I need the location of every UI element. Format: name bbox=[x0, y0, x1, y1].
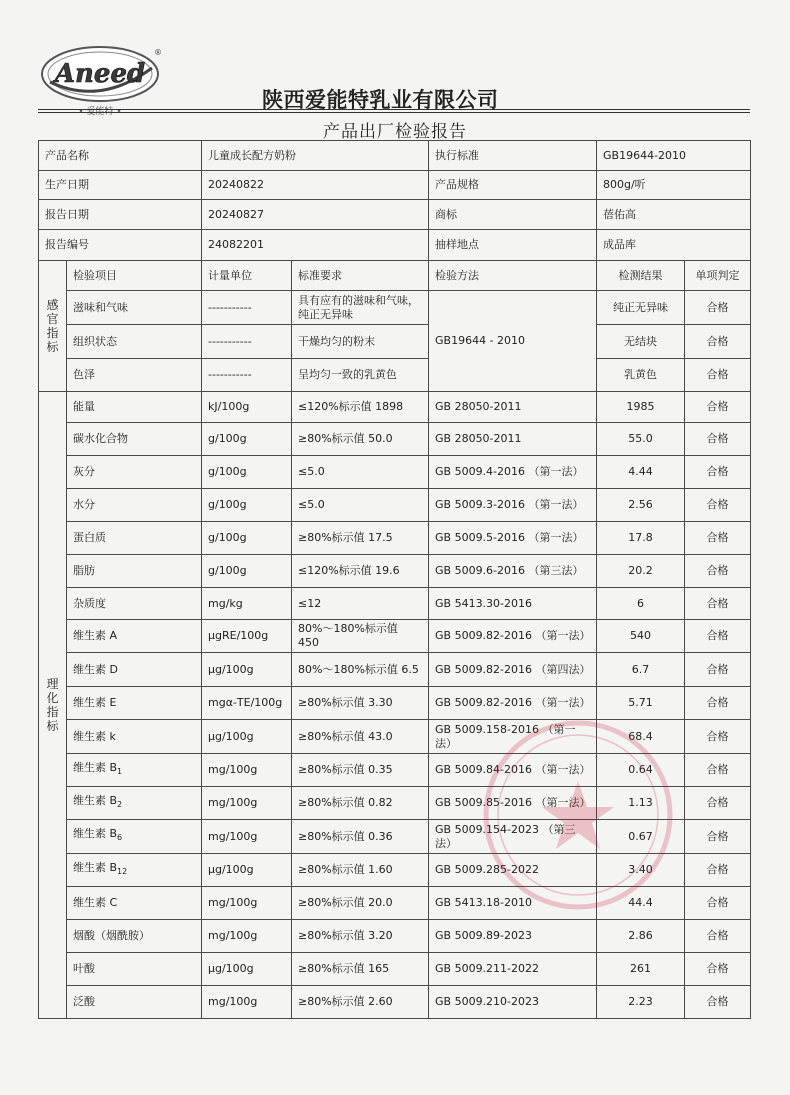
item-standard: ≤120%标示值 1898 bbox=[292, 392, 429, 423]
item-name: 水分 bbox=[67, 489, 202, 522]
item-standard: ≥80%标示值 2.60 bbox=[292, 986, 429, 1019]
info-value: 20240822 bbox=[202, 171, 429, 200]
header-rule-thin bbox=[38, 112, 750, 113]
item-name: 蛋白质 bbox=[67, 522, 202, 555]
item-verdict: 合格 bbox=[685, 953, 751, 986]
item-standard: ≥80%标示值 1.60 bbox=[292, 854, 429, 887]
item-name: 维生素 $B_6$ bbox=[67, 820, 202, 854]
info-value: 800g/听 bbox=[597, 171, 751, 200]
physchem-row bbox=[39, 687, 751, 720]
item-standard: ≤120%标示值 19.6 bbox=[292, 555, 429, 588]
item-unit: ----------- bbox=[202, 291, 292, 325]
item-standard: ≥80%标示值 165 bbox=[292, 953, 429, 986]
item-name: 维生素 k bbox=[67, 720, 202, 754]
item-standard: ≤5.0 bbox=[292, 456, 429, 489]
info-row bbox=[39, 230, 751, 261]
physchem-row bbox=[39, 820, 751, 854]
info-value: 儿童成长配方奶粉 bbox=[202, 141, 429, 171]
info-label: 报告编号 bbox=[39, 230, 202, 261]
info-label: 产品名称 bbox=[39, 141, 202, 171]
col-header-verdict: 单项判定 bbox=[685, 261, 751, 291]
item-verdict: 合格 bbox=[685, 887, 751, 920]
item-method: GB 5413.18-2010 bbox=[429, 887, 597, 920]
item-method: GB 5009.4-2016 （第一法） bbox=[429, 456, 597, 489]
item-result: 乳黄色 bbox=[597, 359, 685, 392]
item-name: 脂肪 bbox=[67, 555, 202, 588]
physchem-row bbox=[39, 588, 751, 620]
item-standard: ≥80%标示值 0.36 bbox=[292, 820, 429, 854]
item-standard: ≥80%标示值 3.30 bbox=[292, 687, 429, 720]
item-name: 色泽 bbox=[67, 359, 202, 392]
physchem-row bbox=[39, 953, 751, 986]
item-name: 烟酸（烟酰胺） bbox=[67, 920, 202, 953]
item-unit: mg/kg bbox=[202, 588, 292, 620]
physchem-row bbox=[39, 887, 751, 920]
info-row bbox=[39, 200, 751, 230]
item-verdict: 合格 bbox=[685, 392, 751, 423]
item-standard: ≤12 bbox=[292, 588, 429, 620]
item-unit: μg/100g bbox=[202, 953, 292, 986]
item-result: 3.40 bbox=[597, 854, 685, 887]
info-label: 报告日期 bbox=[39, 200, 202, 230]
item-unit: kJ/100g bbox=[202, 392, 292, 423]
item-subscript: 2 bbox=[117, 800, 123, 810]
item-unit: mg/100g bbox=[202, 986, 292, 1019]
item-result: 1985 bbox=[597, 392, 685, 423]
item-unit: g/100g bbox=[202, 489, 292, 522]
item-method: GB 5009.84-2016 （第一法） bbox=[429, 754, 597, 787]
item-method: GB 5009.82-2016 （第四法） bbox=[429, 653, 597, 687]
company-logo bbox=[38, 38, 162, 120]
physchem-row bbox=[39, 555, 751, 588]
item-name: 维生素 $B_{12}$ bbox=[67, 854, 202, 887]
item-unit: g/100g bbox=[202, 522, 292, 555]
item-verdict: 合格 bbox=[685, 787, 751, 820]
item-standard: 呈均匀一致的乳黄色 bbox=[292, 359, 429, 392]
item-standard: ≥80%标示值 0.82 bbox=[292, 787, 429, 820]
physchem-row bbox=[39, 920, 751, 953]
physchem-row bbox=[39, 653, 751, 687]
item-unit: mg/100g bbox=[202, 754, 292, 787]
info-row bbox=[39, 141, 751, 171]
physchem-row bbox=[39, 854, 751, 887]
item-standard: ≥80%标示值 3.20 bbox=[292, 920, 429, 953]
item-unit: mg/100g bbox=[202, 820, 292, 854]
item-unit: μgRE/100g bbox=[202, 620, 292, 653]
item-verdict: 合格 bbox=[685, 456, 751, 489]
svg-text:®: ® bbox=[154, 48, 162, 57]
item-result: 2.86 bbox=[597, 920, 685, 953]
item-name: 维生素 A bbox=[67, 620, 202, 653]
item-standard: ≥80%标示值 43.0 bbox=[292, 720, 429, 754]
item-standard: ≥80%标示值 0.35 bbox=[292, 754, 429, 787]
item-result: 5.71 bbox=[597, 687, 685, 720]
item-result: 0.64 bbox=[597, 754, 685, 787]
item-verdict: 合格 bbox=[685, 820, 751, 854]
item-result: 4.44 bbox=[597, 456, 685, 489]
item-verdict: 合格 bbox=[685, 653, 751, 687]
item-verdict: 合格 bbox=[685, 854, 751, 887]
item-unit: mg/100g bbox=[202, 920, 292, 953]
item-unit: g/100g bbox=[202, 555, 292, 588]
sensory-row bbox=[39, 291, 751, 325]
item-standard: ≤5.0 bbox=[292, 489, 429, 522]
physchem-row bbox=[39, 754, 751, 787]
info-value: 蓓佑高 bbox=[597, 200, 751, 230]
item-method: GB 5009.6-2016 （第三法） bbox=[429, 555, 597, 588]
item-name: 碳水化合物 bbox=[67, 423, 202, 456]
item-unit: μg/100g bbox=[202, 720, 292, 754]
physchem-row bbox=[39, 489, 751, 522]
item-result: 6 bbox=[597, 588, 685, 620]
item-unit: ----------- bbox=[202, 325, 292, 359]
col-header-standard: 标准要求 bbox=[292, 261, 429, 291]
info-label: 生产日期 bbox=[39, 171, 202, 200]
item-standard: 具有应有的滋味和气味，纯正无异味 bbox=[292, 291, 429, 325]
item-method: GB 5009.211-2022 bbox=[429, 953, 597, 986]
sensory-group-label: 感 官 指 标 bbox=[39, 261, 67, 392]
item-unit: ----------- bbox=[202, 359, 292, 392]
col-header-unit: 计量单位 bbox=[202, 261, 292, 291]
item-standard: 80%～180%标示值 6.5 bbox=[292, 653, 429, 687]
physchem-row bbox=[39, 620, 751, 653]
item-subscript: 6 bbox=[117, 833, 123, 843]
item-verdict: 合格 bbox=[685, 588, 751, 620]
item-name: 灰分 bbox=[67, 456, 202, 489]
item-name: 维生素 D bbox=[67, 653, 202, 687]
item-verdict: 合格 bbox=[685, 325, 751, 359]
item-method: GB 28050-2011 bbox=[429, 423, 597, 456]
physchem-row bbox=[39, 787, 751, 820]
item-method: GB 5009.210-2023 bbox=[429, 986, 597, 1019]
item-method: GB 5009.82-2016 （第一法） bbox=[429, 620, 597, 653]
item-method: GB 5009.3-2016 （第一法） bbox=[429, 489, 597, 522]
info-label: 抽样地点 bbox=[429, 230, 597, 261]
item-result: 540 bbox=[597, 620, 685, 653]
physchem-group-label: 理 化 指 标 bbox=[39, 392, 67, 1019]
physchem-row bbox=[39, 423, 751, 456]
info-label: 产品规格 bbox=[429, 171, 597, 200]
item-method: GB 28050-2011 bbox=[429, 392, 597, 423]
item-name: 滋味和气味 bbox=[67, 291, 202, 325]
item-name: 泛酸 bbox=[67, 986, 202, 1019]
item-verdict: 合格 bbox=[685, 687, 751, 720]
item-result: 6.7 bbox=[597, 653, 685, 687]
info-value: GB19644-2010 bbox=[597, 141, 751, 171]
physchem-row bbox=[39, 986, 751, 1019]
col-header-result: 检测结果 bbox=[597, 261, 685, 291]
item-unit: mg/100g bbox=[202, 787, 292, 820]
item-result: 纯正无异味 bbox=[597, 291, 685, 325]
info-value: 成品库 bbox=[597, 230, 751, 261]
item-unit: mg/100g bbox=[202, 887, 292, 920]
item-verdict: 合格 bbox=[685, 555, 751, 588]
item-unit: mgα-TE/100g bbox=[202, 687, 292, 720]
col-header-method: 检验方法 bbox=[429, 261, 597, 291]
item-unit: g/100g bbox=[202, 456, 292, 489]
sensory-row bbox=[39, 359, 751, 392]
item-name: 维生素 $B_1$ bbox=[67, 754, 202, 787]
physchem-row bbox=[39, 392, 751, 423]
item-result: 44.4 bbox=[597, 887, 685, 920]
item-unit: μg/100g bbox=[202, 854, 292, 887]
item-verdict: 合格 bbox=[685, 986, 751, 1019]
item-verdict: 合格 bbox=[685, 720, 751, 754]
info-value: 24082201 bbox=[202, 230, 429, 261]
physchem-row bbox=[39, 522, 751, 555]
item-result: 261 bbox=[597, 953, 685, 986]
item-verdict: 合格 bbox=[685, 489, 751, 522]
svg-text:Aneed: Aneed bbox=[54, 59, 146, 89]
item-name: 能量 bbox=[67, 392, 202, 423]
sensory-row bbox=[39, 325, 751, 359]
sensory-method: GB19644 - 2010 bbox=[429, 291, 597, 392]
item-result: 2.56 bbox=[597, 489, 685, 522]
item-method: GB 5009.5-2016 （第一法） bbox=[429, 522, 597, 555]
item-result: 无结块 bbox=[597, 325, 685, 359]
item-standard: 80%～180%标示值 450 bbox=[292, 620, 429, 653]
item-result: 55.0 bbox=[597, 423, 685, 456]
item-method: GB 5009.89-2023 bbox=[429, 920, 597, 953]
item-name: 叶酸 bbox=[67, 953, 202, 986]
item-unit: μg/100g bbox=[202, 653, 292, 687]
physchem-row bbox=[39, 720, 751, 754]
item-subscript: 1 bbox=[117, 767, 123, 777]
item-verdict: 合格 bbox=[685, 291, 751, 325]
item-verdict: 合格 bbox=[685, 359, 751, 392]
item-result: 20.2 bbox=[597, 555, 685, 588]
item-method: GB 5413.30-2016 bbox=[429, 588, 597, 620]
info-row bbox=[39, 171, 751, 200]
report-title: 产品出厂检验报告 bbox=[323, 122, 467, 142]
info-value: 20240827 bbox=[202, 200, 429, 230]
item-method: GB 5009.82-2016 （第一法） bbox=[429, 687, 597, 720]
item-verdict: 合格 bbox=[685, 423, 751, 456]
item-name: 维生素 C bbox=[67, 887, 202, 920]
item-method: GB 5009.158-2016 （第一法） bbox=[429, 720, 597, 754]
item-result: 1.13 bbox=[597, 787, 685, 820]
item-verdict: 合格 bbox=[685, 754, 751, 787]
col-header-item: 检验项目 bbox=[67, 261, 202, 291]
item-result: 68.4 bbox=[597, 720, 685, 754]
item-method: GB 5009.285-2022 bbox=[429, 854, 597, 887]
item-standard: ≥80%标示值 17.5 bbox=[292, 522, 429, 555]
svg-text:• 爱能特 •: • 爱能特 • bbox=[78, 107, 122, 117]
item-standard: ≥80%标示值 50.0 bbox=[292, 423, 429, 456]
item-standard: ≥80%标示值 20.0 bbox=[292, 887, 429, 920]
item-result: 17.8 bbox=[597, 522, 685, 555]
item-unit: g/100g bbox=[202, 423, 292, 456]
item-verdict: 合格 bbox=[685, 920, 751, 953]
item-verdict: 合格 bbox=[685, 620, 751, 653]
item-verdict: 合格 bbox=[685, 522, 751, 555]
company-name: 陕西爱能特乳业有限公司 bbox=[262, 88, 499, 112]
header-row bbox=[39, 261, 751, 291]
item-name: 维生素 $B_2$ bbox=[67, 787, 202, 820]
item-result: 2.23 bbox=[597, 986, 685, 1019]
info-label: 执行标准 bbox=[429, 141, 597, 171]
item-standard: 干燥均匀的粉末 bbox=[292, 325, 429, 359]
item-name: 组织状态 bbox=[67, 325, 202, 359]
item-result: 0.67 bbox=[597, 820, 685, 854]
info-label: 商标 bbox=[429, 200, 597, 230]
aneed-logo-icon bbox=[38, 38, 162, 120]
item-name: 维生素 E bbox=[67, 687, 202, 720]
inspection-report-table bbox=[38, 140, 751, 1019]
item-method: GB 5009.154-2023 （第三法） bbox=[429, 820, 597, 854]
item-method: GB 5009.85-2016 （第一法） bbox=[429, 787, 597, 820]
item-subscript: 12 bbox=[117, 867, 128, 877]
item-name: 杂质度 bbox=[67, 588, 202, 620]
header-rule bbox=[38, 109, 750, 110]
physchem-row bbox=[39, 456, 751, 489]
